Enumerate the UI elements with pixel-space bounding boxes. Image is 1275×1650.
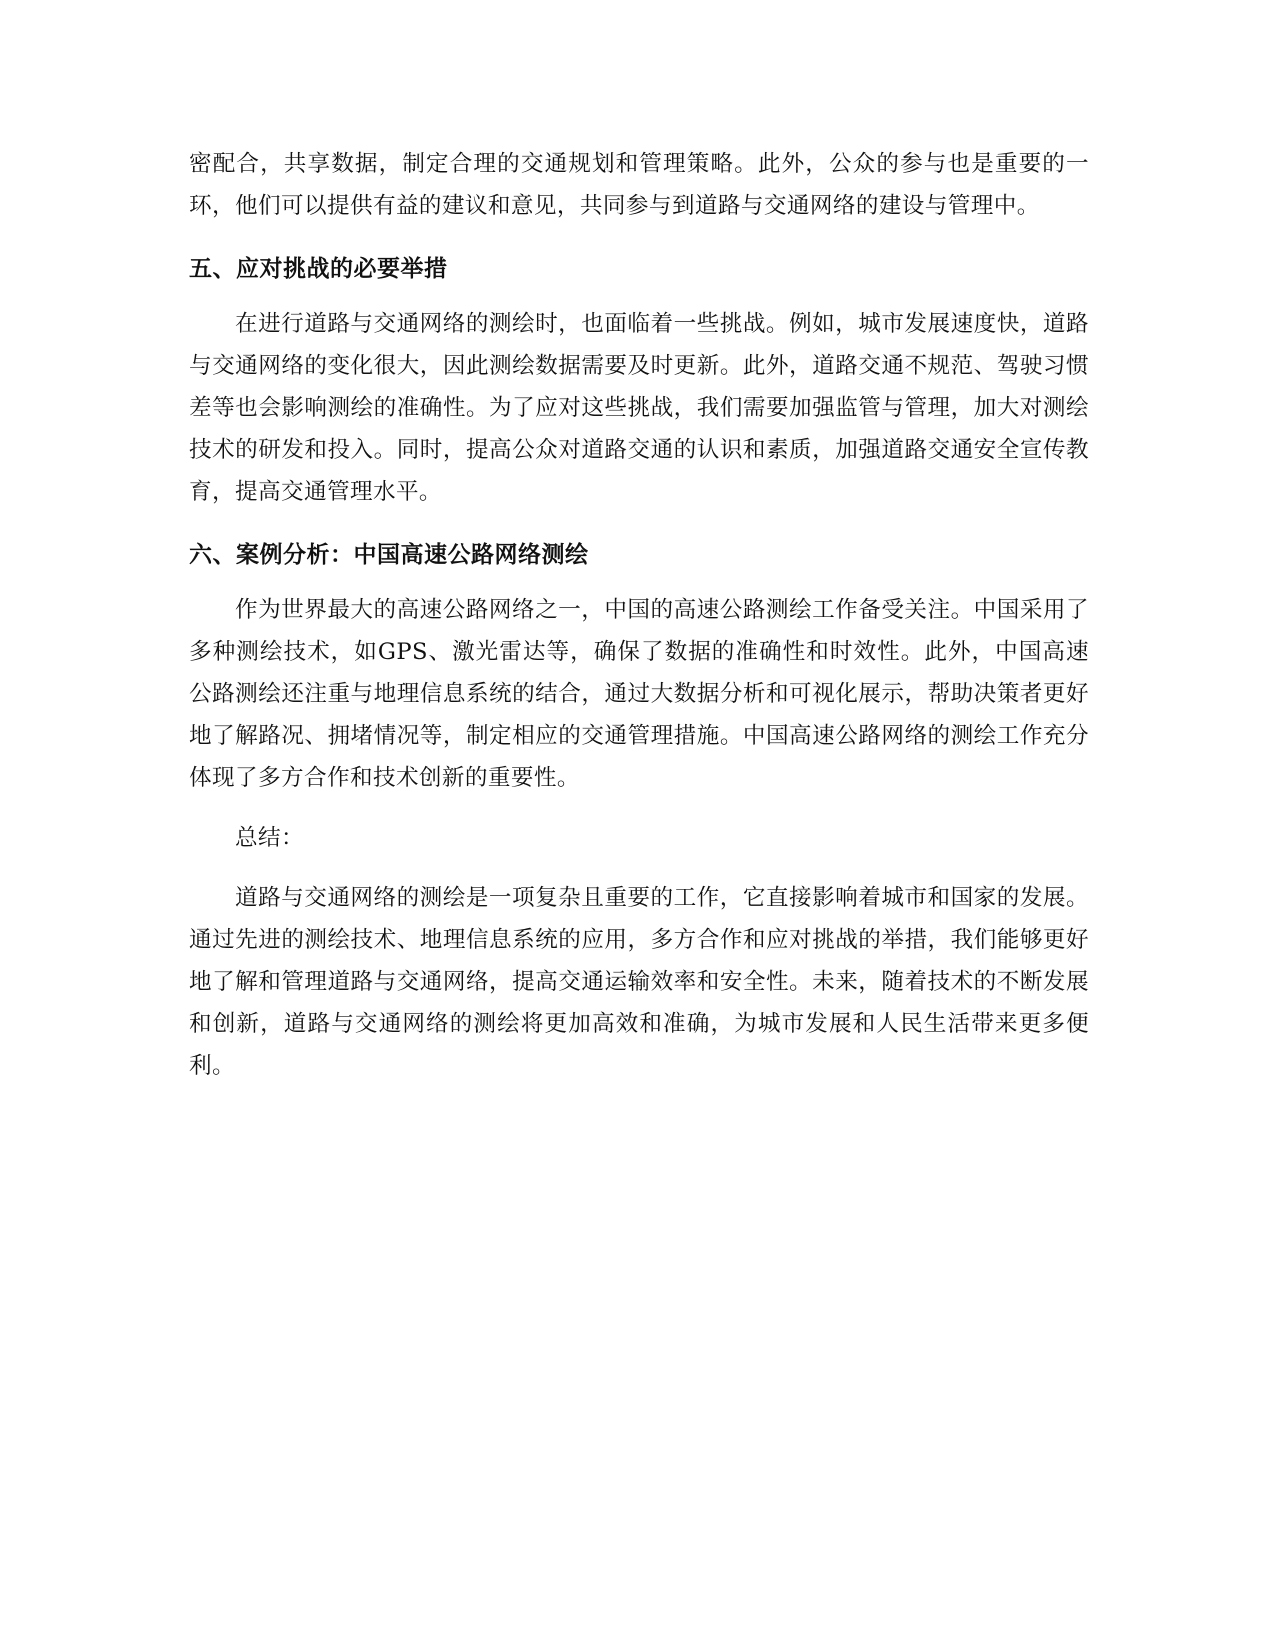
summary-label: 总结： [235,825,304,851]
section-5-paragraph: 在进行道路与交通网络的测绘时，也面临着一些挑战。例如，城市发展速度快，道路与交通网络的变化很大，因此测绘数据需要及时更新。此外，道路交通不规范、驾驶习惯差等也会影响测绘的准确性。为了应对这些挑战，我们需要加强监管与管理，加大对测绘技术的研发和投入。同时，提高公众对道路交通的认识和素质，加强道路交通安全宣传教育，提高交通管理水平。 [189,311,1089,505]
section-6-paragraph: 作为世界最大的高速公路网络之一，中国的高速公路测绘工作备受关注。中国采用了多种测绘技术，如GPS、激光雷达等，确保了数据的准确性和时效性。此外，中国高速公路测绘还注重与地理信息系统的结合，通过大数据分析和可视化展示，帮助决策者更好地了解路况、拥堵情况等，制定相应的交通管理措施。中国高速公路网络的测绘工作充分体现了多方合作和技术创新的重要性。 [189,597,1089,791]
document-body [189,143,1089,1087]
section-5-heading: 五、应对挑战的必要举措 [189,256,448,282]
section-6-heading: 六、案例分析：中国高速公路网络测绘 [189,542,589,568]
intro-continuation-paragraph: 密配合，共享数据，制定合理的交通规划和管理策略。此外，公众的参与也是重要的一环，他们可以提供有益的建议和意见，共同参与到道路与交通网络的建设与管理中。 [189,151,1089,219]
summary-paragraph: 道路与交通网络的测绘是一项复杂且重要的工作，它直接影响着城市和国家的发展。通过先进的测绘技术、地理信息系统的应用，多方合作和应对挑战的举措，我们能够更好地了解和管理道路与交通网络，提高交通运输效率和安全性。未来，随着技术的不断发展和创新，道路与交通网络的测绘将更加高效和准确，为城市发展和人民生活带来更多便利。 [189,885,1089,1079]
